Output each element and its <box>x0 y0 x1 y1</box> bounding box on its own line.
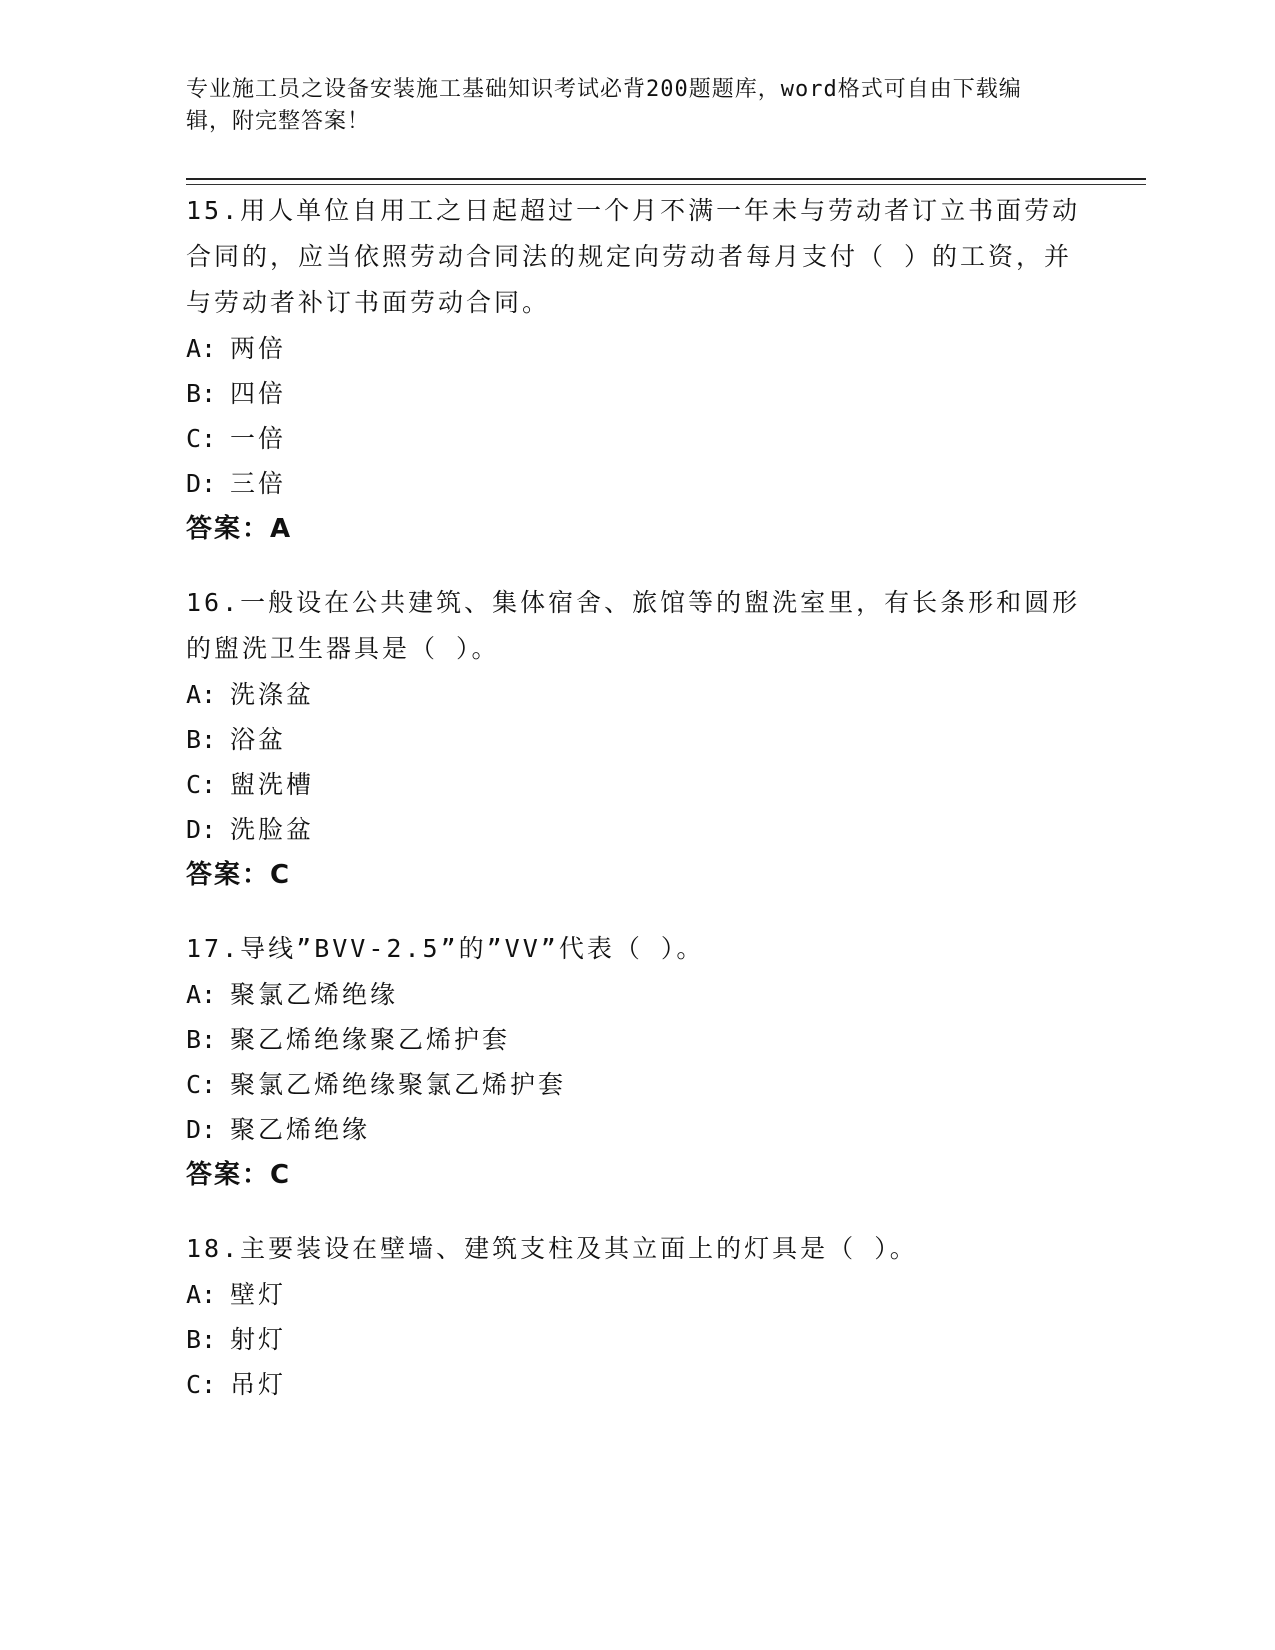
option-text: 四倍 <box>230 379 287 408</box>
question-17 <box>186 926 1086 1198</box>
option-text: 聚乙烯绝缘聚乙烯护套 <box>230 1025 511 1054</box>
option-a <box>186 972 1086 1017</box>
option-c <box>186 1062 1086 1107</box>
option-label: B: <box>186 379 217 408</box>
option-text: 聚氯乙烯绝缘 <box>230 980 399 1009</box>
question-list <box>186 188 1086 1435</box>
question-15 <box>186 188 1086 552</box>
answer-text: 答案：C <box>186 860 292 890</box>
option-text: 盥洗槽 <box>230 770 315 799</box>
option-text: 洗脸盆 <box>230 815 315 844</box>
question-stem: 15.用人单位自用工之日起超过一个月不满一年未与劳动者订立书面劳动合同的，应当依照劳动合同法的规定向劳动者每月支付（ ）的工资，并与劳动者补订书面劳动合同。 <box>186 196 1081 317</box>
answer-text: 答案：A <box>186 514 293 544</box>
option-label: C: <box>186 424 217 453</box>
option-label: B: <box>186 1325 217 1354</box>
option-a <box>186 1272 1086 1317</box>
option-label: A: <box>186 1280 217 1309</box>
question-stem: 16.一般设在公共建筑、集体宿舍、旅馆等的盥洗室里，有长条形和圆形的盥洗卫生器具是（ ）。 <box>186 588 1081 663</box>
option-label: B: <box>186 725 217 754</box>
option-label: D: <box>186 469 217 498</box>
option-label: A: <box>186 980 217 1009</box>
option-text: 聚乙烯绝缘 <box>230 1115 371 1144</box>
option-label: C: <box>186 1370 217 1399</box>
option-label: B: <box>186 1025 217 1054</box>
option-text: 吊灯 <box>230 1370 287 1399</box>
option-text: 洗涤盆 <box>230 680 315 709</box>
option-label: C: <box>186 1070 217 1099</box>
option-c <box>186 1362 1086 1407</box>
option-a <box>186 326 1086 371</box>
question-16 <box>186 580 1086 898</box>
option-label: D: <box>186 815 217 844</box>
option-text: 三倍 <box>230 469 287 498</box>
option-text: 一倍 <box>230 424 287 453</box>
question-stem: 18.主要装设在壁墙、建筑支柱及其立面上的灯具是（ ）。 <box>186 1234 918 1263</box>
option-label: A: <box>186 680 217 709</box>
option-b <box>186 1317 1086 1362</box>
option-text: 两倍 <box>230 334 287 363</box>
option-label: C: <box>186 770 217 799</box>
option-label: D: <box>186 1115 217 1144</box>
option-c <box>186 416 1086 461</box>
document-header: 专业施工员之设备安装施工基础知识考试必背200题题库，word格式可自由下载编辑，附完整答案！ <box>186 77 1022 134</box>
option-b <box>186 717 1086 762</box>
option-text: 聚氯乙烯绝缘聚氯乙烯护套 <box>230 1070 567 1099</box>
header-divider-thin <box>186 184 1146 185</box>
option-label: A: <box>186 334 217 363</box>
option-b <box>186 371 1086 416</box>
option-d <box>186 807 1086 852</box>
question-18 <box>186 1226 1086 1407</box>
option-a <box>186 672 1086 717</box>
option-text: 壁灯 <box>230 1280 287 1309</box>
option-d <box>186 461 1086 506</box>
option-text: 射灯 <box>230 1325 287 1354</box>
question-stem: 17.导线”BVV-2.5”的”VV”代表（ ）。 <box>186 934 705 963</box>
answer-text: 答案：C <box>186 1160 292 1190</box>
header-divider-thick <box>186 178 1146 180</box>
option-b <box>186 1017 1086 1062</box>
option-d <box>186 1107 1086 1152</box>
option-text: 浴盆 <box>230 725 287 754</box>
option-c <box>186 762 1086 807</box>
